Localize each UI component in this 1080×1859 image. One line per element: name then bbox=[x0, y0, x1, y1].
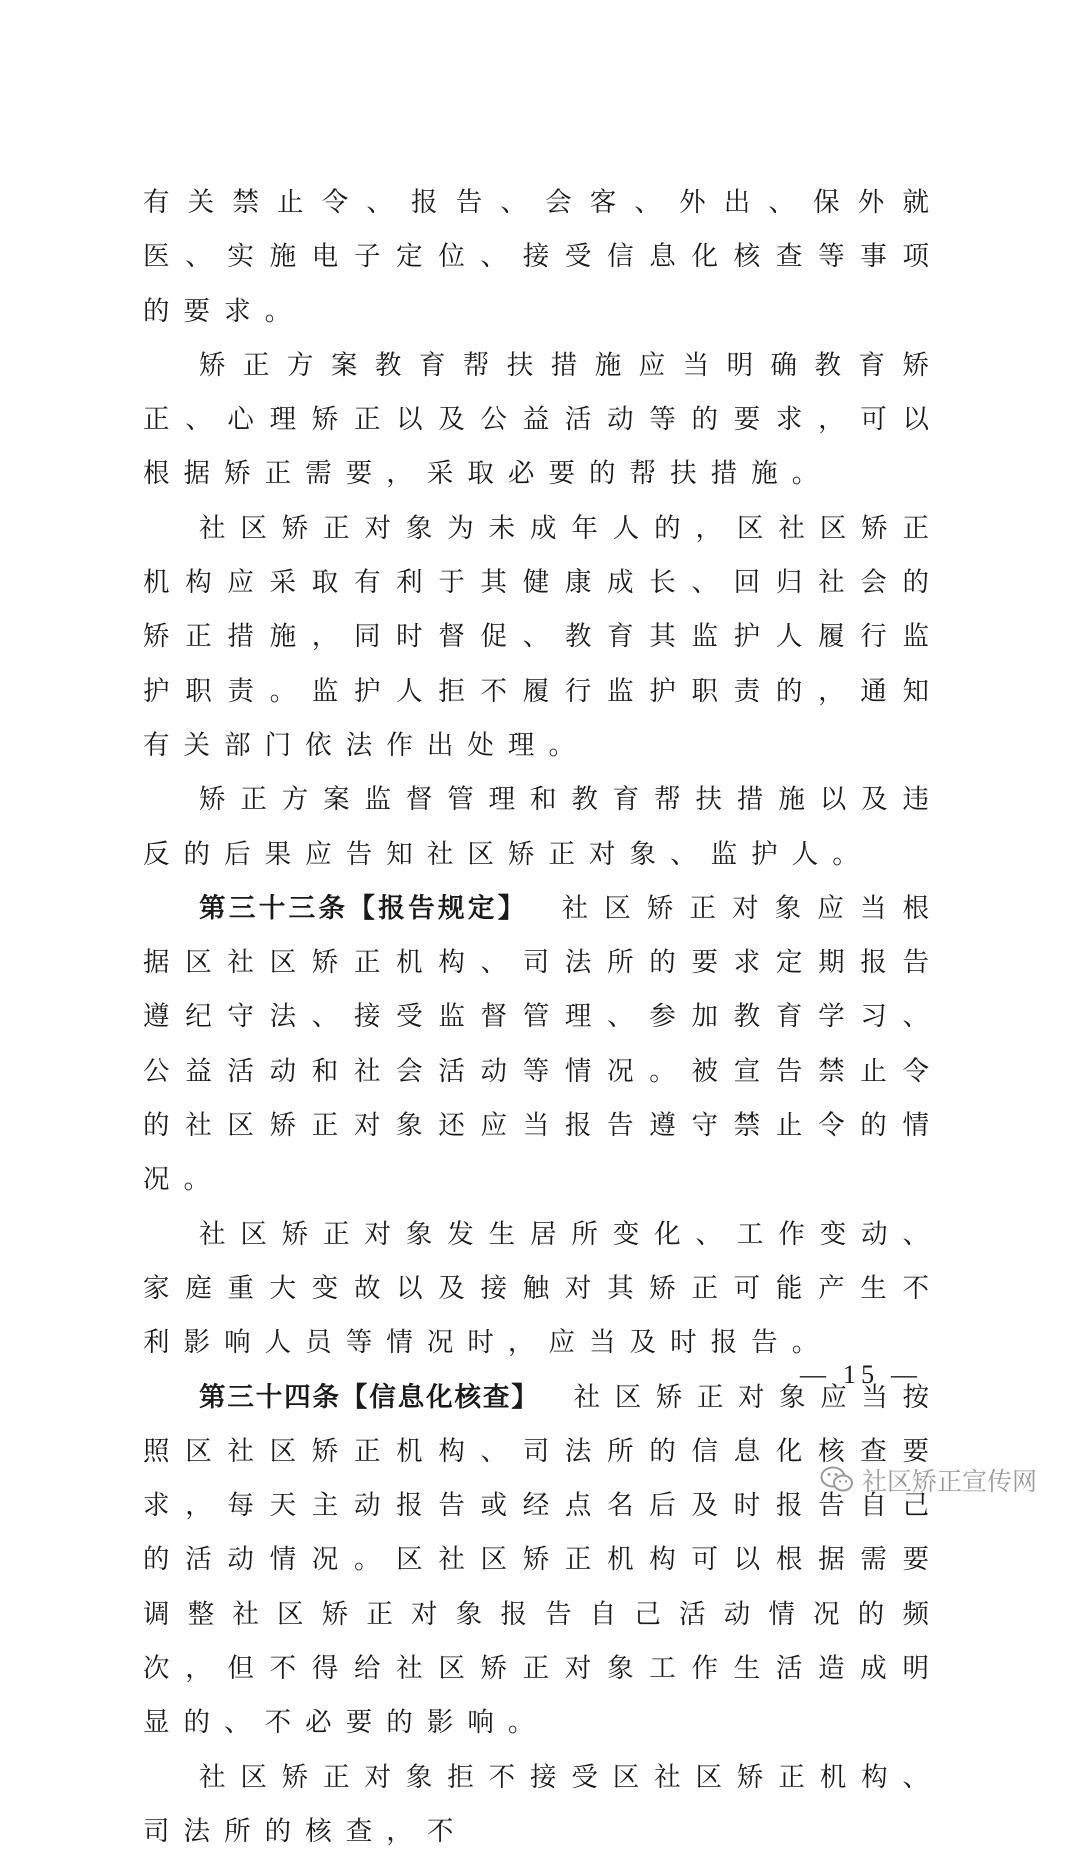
paragraph-1-text: 有关禁止令、报告、会客、外出、保外就医、实施电子定位、接受信息化核查等事项的要求。 bbox=[143, 187, 943, 327]
paragraph-2-text: 矫正方案教育帮扶措施应当明确教育矫正、心理矫正以及公益活动等的要求，可以根据矫正需要，采取必要的帮扶措施。 bbox=[143, 349, 943, 490]
paragraph-2 bbox=[143, 339, 943, 502]
article-34 bbox=[143, 1371, 943, 1751]
article-33 bbox=[143, 882, 943, 1208]
article-34-text: 社区矫正对象应当按照区社区矫正机构、司法所的信息化核查要求，每天主动报告或经点名后及时报告自己的活动情况。区社区矫正机构可以根据需要调整社区矫正对象报告自己活动情况的频次，但不得给社区矫正对象工作生活造成明显的、不必要的影响。 bbox=[143, 1381, 944, 1739]
page-number: — 15 — bbox=[800, 1360, 923, 1389]
document-body bbox=[143, 176, 943, 1859]
paragraph-1 bbox=[143, 176, 943, 339]
paragraph-8-text: 社区矫正对象拒不接受区社区矫正机构、司法所的核查，不 bbox=[143, 1761, 943, 1847]
paragraph-3-text: 社区矫正对象为未成年人的，区社区矫正机构应采取有利于其健康成长、回归社会的矫正措施，同时督促、教育其监护人履行监护职责。监护人拒不履行监护职责的，通知有关部门依法作出处理。 bbox=[143, 512, 943, 761]
article-33-text: 社区矫正对象应当根据区社区矫正机构、司法所的要求定期报告遵纪守法、接受监督管理、参加教育学习、公益活动和社会活动等情况。被宣告禁止令的社区矫正对象还应当报告遵守禁止令的情况。 bbox=[143, 892, 944, 1196]
paragraph-6-text: 社区矫正对象发生居所变化、工作变动、家庭重大变故以及接触对其矫正可能产生不利影响人员等情况时，应当及时报告。 bbox=[143, 1218, 943, 1359]
paragraph-4 bbox=[143, 773, 943, 882]
wechat-icon bbox=[820, 1466, 854, 1494]
watermark bbox=[820, 1462, 1037, 1498]
paragraph-6 bbox=[143, 1208, 943, 1371]
paragraph-3 bbox=[143, 502, 943, 773]
paragraph-4-text: 矫正方案监督管理和教育帮扶措施以及违反的后果应告知社区矫正对象、监护人。 bbox=[143, 784, 943, 870]
article-33-heading: 第三十三条【报告规定】 bbox=[199, 892, 528, 924]
watermark-text: 社区矫正宣传网 bbox=[862, 1467, 1038, 1496]
article-34-heading: 第三十四条【信息化核查】 bbox=[199, 1381, 540, 1413]
paragraph-8 bbox=[143, 1751, 943, 1859]
